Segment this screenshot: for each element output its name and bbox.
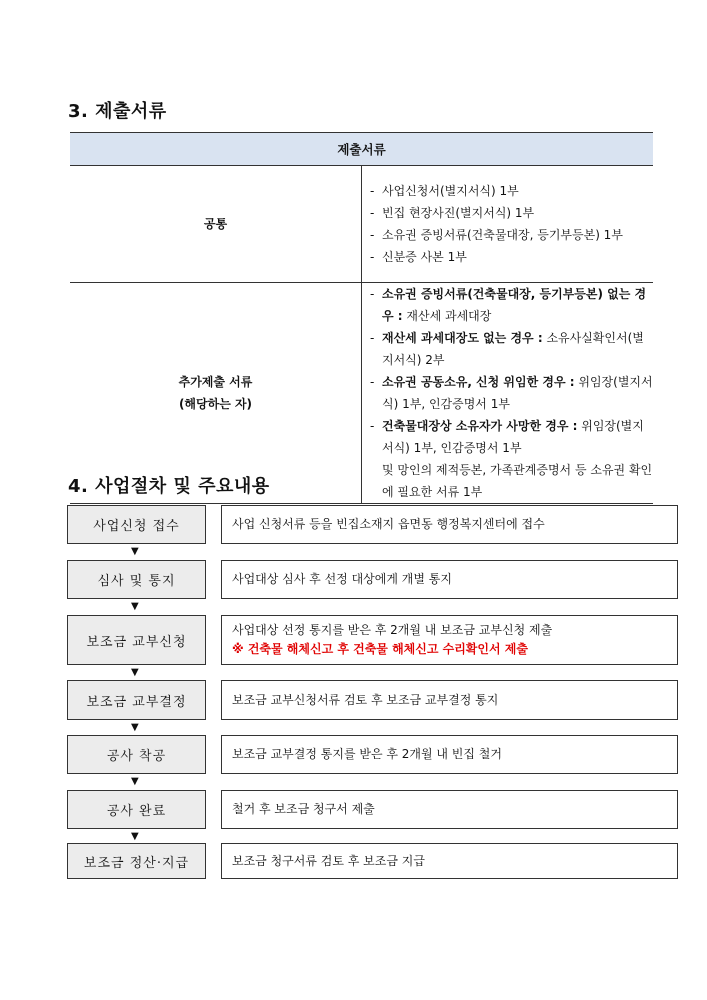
arrow-down-icon: ▼ xyxy=(131,776,139,787)
step-description: 철거 후 보조금 청구서 제출 xyxy=(221,790,678,829)
list-item: - 소유권 증빙서류(건축물대장, 등기부등본) 1부 xyxy=(370,224,653,246)
step-description: 사업 신청서류 등을 빈집소재지 읍면동 행정복지센터에 접수 xyxy=(221,505,678,544)
arrow-down-icon: ▼ xyxy=(131,722,139,733)
step-construction-complete: 공사 완료 xyxy=(67,790,206,829)
arrow-down-icon: ▼ xyxy=(131,667,139,678)
list-item: - 건축물대장상 소유자가 사망한 경우 : 위임장(별지서식) 1부, 인감증명서 1부 및 망인의 제적등본, 가족관계증명서 등 소유권 확인에 필요한 서류 1부 xyxy=(370,415,653,503)
step-construction-start: 공사 착공 xyxy=(67,735,206,774)
table-row xyxy=(70,283,653,504)
category-common: 공통 xyxy=(70,166,362,283)
additional-documents xyxy=(362,283,654,504)
section-4-title: 4. 사업절차 및 주요내용 xyxy=(68,476,270,497)
list-item: - 빈집 현장사진(별지서식) 1부 xyxy=(370,202,653,224)
list-item: - 신분증 사본 1부 xyxy=(370,246,653,268)
step-description: 사업대상 선정 통지를 받은 후 2개월 내 보조금 교부신청 제출 ※ 건축물 해체신고 후 건축물 해체신고 수리확인서 제출 xyxy=(221,615,678,665)
step-description: 보조금 교부신청서류 검토 후 보조금 교부결정 통지 xyxy=(221,680,678,720)
documents-table xyxy=(70,132,653,504)
section-3-title: 3. 제출서류 xyxy=(68,101,167,122)
arrow-down-icon: ▼ xyxy=(131,546,139,557)
warning-note: ※ 건축물 해체신고 후 건축물 해체신고 수리확인서 제출 xyxy=(232,642,528,656)
step-subsidy-decision: 보조금 교부결정 xyxy=(67,680,206,720)
table-row xyxy=(70,166,653,283)
arrow-down-icon: ▼ xyxy=(131,601,139,612)
step-description: 사업대상 심사 후 선정 대상에게 개별 통지 xyxy=(221,560,678,599)
list-item: - 사업신청서(별지서식) 1부 xyxy=(370,180,653,202)
common-documents xyxy=(362,166,654,283)
step-application: 사업신청 접수 xyxy=(67,505,206,544)
list-item: - 소유권 증빙서류(건축물대장, 등기부등본) 없는 경우 : 재산세 과세대장 xyxy=(370,283,653,327)
step-description: 보조금 청구서류 검토 후 보조금 지급 xyxy=(221,843,678,879)
step-settlement-payment: 보조금 정산·지급 xyxy=(67,843,206,879)
category-additional: 추가제출 서류 (해당하는 자) xyxy=(70,283,362,504)
list-item: - 소유권 공동소유, 신청 위임한 경우 : 위임장(별지서식) 1부, 인감증명서 1부 xyxy=(370,371,653,415)
step-description: 보조금 교부결정 통지를 받은 후 2개월 내 빈집 철거 xyxy=(221,735,678,774)
step-subsidy-request: 보조금 교부신청 xyxy=(67,615,206,665)
arrow-down-icon: ▼ xyxy=(131,831,139,842)
table-header: 제출서류 xyxy=(70,133,653,166)
step-review: 심사 및 통지 xyxy=(67,560,206,599)
list-item: - 재산세 과세대장도 없는 경우 : 소유사실확인서(별지서식) 2부 xyxy=(370,327,653,371)
